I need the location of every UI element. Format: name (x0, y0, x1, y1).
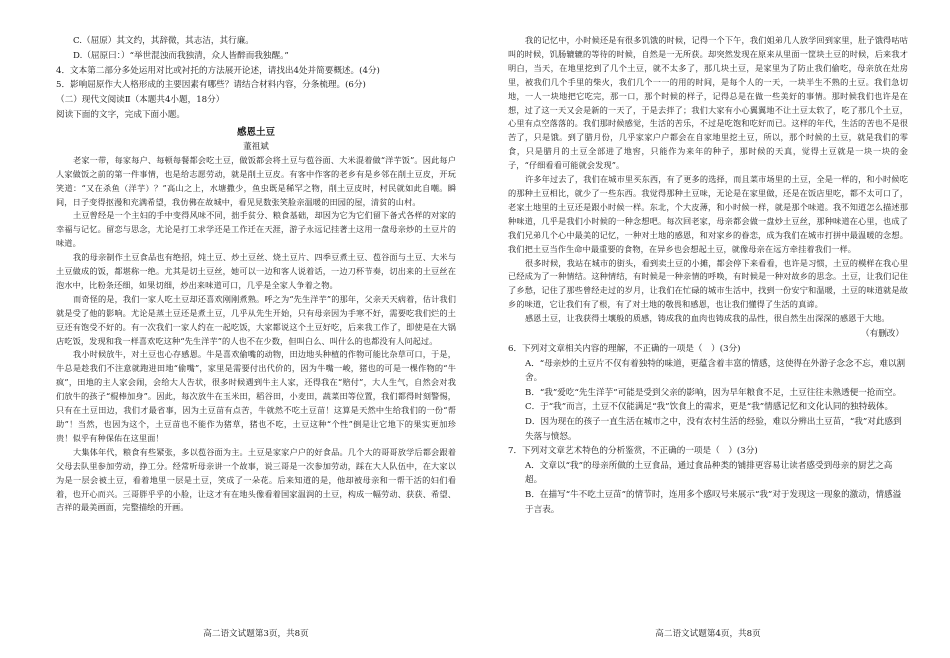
article-paragraph: 感恩土豆，让我获得土壤般的质感，铸成我的血肉也铸成我的品性，很自然生出深深的感恩于大地。 (525, 313, 890, 324)
question-7-stem: 7．下列对文章艺术特色的分析鉴赏，不正确的一项是（ ）(3分) (508, 446, 758, 457)
article-paragraph: 我小时候放牛，对土豆也心存感恩。牛是喜欢偷嘴的动物，田边地头种植的作物可能比杂草可口，于是，牛总是趁我们不注意就跑进田地“偷嘴”，家里是需要付出代价的，因为牛嘴一峻，猪也的可是一棵作物的“牛疯”，田地的主人家会闹，会给大人告状，很多时候遇到牛主人家，还得我在“赔付”，大人生气，自然会对我们放牛的孩子“棍棒加身”。因此，每次放牛在玉米田，稻谷田，小麦田，蔬菜田等位置，我们都得时刻警惕，只有在土豆田边，我们才最省事，因为土豆苗有点苦，牛就然不吃土豆苗！这算是天然中生给我们的一份“帮助”！当然，也因为这个，土豆苗也不能作为猪草，猪也不吃，土豆这种“个性”倒是让它地下的果实更加珍贵！似乎有种保佑在这里面！ (56, 349, 456, 443)
page-footer-left: 高二语文试题第3页，共8页 (203, 629, 309, 639)
article-paragraph: 我的记忆中，小时候还是有很多饥饿的时候，记得一个下午，我们姐弟几人放学回到家里，肚子饿得咕咕叫的时候，饥肠辘辘的等待的时候，自然是一无所获。却突然发现在原来从里面一筐块土豆的时候，后来我才明白，当天，在地里挖到了几个土豆，就不太多了，那几块土豆，是家里为了防止我们偷吃，母亲放在灶房里，被我们几个手里的柴火，我们几个一一的用的时间，是每个人的一天，一块半生不熟的土豆。我们急切地，一人一块地把它吃完，那一口，那个时候的样子，记得总是在做一些美好的事情。那时候我们也许是在想，过了这一天又会是新的一天了，于是去拌了；我们大家有小心翼翼地不让土豆太软了，吃了那几个土豆，心里有点空落落的。我们那时候感觉，生活的苦乐，不过是吃饱和吃好而已。这样的年代，生活的苦也不是很苦了，只是饿。到了腊月份，几乎家家户户都会在自家地里挖土豆，所以，那个时候的土豆，就是我们的零食，只是腊月的土豆全部进了地窖，只能作为来年的种子，那时候的天真，觉得土豆就是一块一块的金子，“仔细看看可能就会发现”。 (508, 35, 908, 171)
article-paragraph: 我的母亲制作土豆食品也有绝招，炖土豆、炒土豆丝、烧土豆片、四季豆煮土豆、苞谷面与土豆、大米与土豆做成的饭，都堪称一绝。尤其是切土豆丝，她可以一边和客人说着话，一边刀杯节奏，切出来的土豆丝在泡水中，比粉条还细，如果切细，炒出来味道可口，几乎是全家人争着之物。 (56, 252, 456, 290)
article-paragraph: 而奇怪的是，我们一家人吃土豆却还喜欢刚刚煮熟。呼之为“先生洋芋”的那年，父亲天天病着，估计我们就是受了他的影响。尤论是蒸土豆还是煮土豆，几乎从先生开始，只有母亲因为手寒不好，需要吃我们烂的土豆还有饱受不好的。有一次我们一家人约在一起吃饭，大家都说这个土豆好吃，后来我工作了，即使是在大锅店吃饭，发现和我一样喜欢吃这种“先生洋芋”的人也不在少数，但叫白么、叫什么的也都没有人问起过。 (56, 293, 456, 346)
right-page (508, 34, 908, 517)
article-author: 董祖斌 (243, 141, 269, 152)
article-paragraph: 许多年过去了，我们在城市里买东西，有了更多的选择，而且菜市场里的土豆，全是一样的，和小时候吃的那种土豆相比，就少了一些东西。我觉得那种土豆味，无论是在家里做，还是在饭店里吃，都不太可口了，老家土地里的土豆还是跟小时候一样。东北，个大皮薄，和小时候一样，就是那个味道。我不知道怎么描述那种味道，几乎是我们小时候的一种念想吧。每次回老家，母亲都会做一盘炒土豆丝，那种味道在心里，也成了我们兄弟几个心中最美的记忆，一种对土地的感恩，和对家乡的眷恋，成为我们在城市打拼中最温暖的念想。我们把土豆当作生命中最重要的食物，在异乡也会想起土豆，就像母亲在远方牵挂着我们一样。 (508, 174, 908, 254)
question-6-option-b: B．“我”爱吃“先生洋芋”可能是受到父亲的影响，因为早年粮食不足，土豆往往未熟透便一抢而空。 (525, 387, 902, 398)
article-paragraph: 土豆曾经是一个主妇的手中变得风味不同，拙手贫分、粮食基础，却因为它为它们留下备式各样的对家的幸福与记忆。留恋与思念，尤论是打工求学还是工作迁在天涯，游子永远记挂著土这用一盘母亲炒的土豆片的味道。 (56, 210, 456, 249)
question-4: 4．文本第二部分多处运用对比或衬托的方法展开论述，请找出4处并简要概述。(4分) (56, 65, 380, 76)
article-paragraph: 很多时候，我站在城市的街头，看到卖土豆的小摊，都会停下来看看，也许是习惯，土豆的模样在我心里已经成为了一种情结。这种情结，有时候是一种亲情的呼唤，有时候是一种对故乡的思念。土豆，让我们记住了乡愁，记住了那些曾经走过的岁月，让我们在忙碌的城市生活中，找到一份安宁和温暖，土豆的味道就是故乡的味道，它让我们有了根，有了对土地的敬畏和感恩，也让我们懂得了生活的真谛。 (508, 257, 908, 310)
section-heading: （二）现代文阅读Ⅱ（本题共4小题，18分） (56, 95, 225, 106)
page-footer-right: 高二语文试题第4页，共8页 (655, 629, 761, 639)
question-6-option-a: A．“母亲炒的土豆片不仅有着独特的味道，更蕴含着丰富的情感，这使得在外游子念念不忘，难以割舍。 (525, 358, 906, 384)
option-c: C.（屈原）其文约，其辞微，其志洁，其行廉。 (73, 36, 254, 46)
source-note: （有删改） (861, 329, 904, 340)
option-d: D.（屈原曰：）“举世混浊而我独清，众人皆醉而我独醒。” (73, 50, 289, 61)
question-6-option-d: D．因为现在的孩子一直生活在城市之中，没有农村生活的经验，难以分辨出土豆苗，“我”对此感到失落与愤怒。 (525, 417, 902, 442)
article-paragraph: 大集体年代，粮食有些紧张，多以苞谷面为主。土豆是家家户户的好食品。几个大的哥哥放学后都会跟着父母去队里参加劳动，挣工分。经常听母亲讲一个故事，说三哥是一次参加劳动，踩在大人队伍中，在大家以为是一层会被土豆，看着地里一层是土豆，笑成了一朵花。后来知道的是，他却被母亲和一帮干活的妇们看着，也开心而兴。三哥胖乎乎的小脸，让这才有在地头像看着国家温润的土豆，构成一幅劳动、获获、希望、吉祥的最美画面，完整描绘的开画。 (56, 446, 456, 513)
question-7-option-a: A．文章以“我”的母亲所做的土豆食品，通过食品种类的铺排更容易让读者感受到母亲的厨艺之高超。 (525, 460, 893, 486)
article-title: 感恩土豆 (236, 126, 275, 138)
question-7-option-b: B．在描写“牛不吃土豆苗”的情节时，连用多个感叹号来展示“我”对于发现这一现象的激动，情感溢于言表。 (525, 489, 902, 515)
reading-instruction: 阅读下面的文字，完成下面小题。 (56, 109, 185, 120)
question-6-option-c: C．于“我”而言，土豆不仅能满足“我”饮食上的需求，更是“我”情感记忆和文化认同的独特载体。 (525, 402, 894, 413)
article-paragraph: 老家一带，每家每户、每顿每餐都会吃土豆，做饭都会将土豆与苞谷面、大米混着做“洋芋饭”。因此每户人家做饭之前的第一件事情，也是给志愿劳动，就是削土豆皮。有客中作客的老乡有是乡邻在削土豆皮，开玩笑道：“又在杀鱼（洋芋）？”高山之上，水塘撒少，鱼虫既是稀罕之物，削土豆皮时，村民就如此自嘲。瞬间，日子变得抠漫和充满希望，我仿佛在故城中，看见見数张笑脸亲温暖的田园的屋，清贫的山村。 (56, 154, 456, 207)
question-6-stem: 6．下列对文章相关内容的理解，不正确的一项是（ ）(3分) (508, 344, 741, 355)
left-page (56, 34, 456, 515)
question-5: 5．影响屈原作大人格形成的主要因素有哪些？请结合材料内容，分条梳理。(6分) (56, 80, 366, 91)
